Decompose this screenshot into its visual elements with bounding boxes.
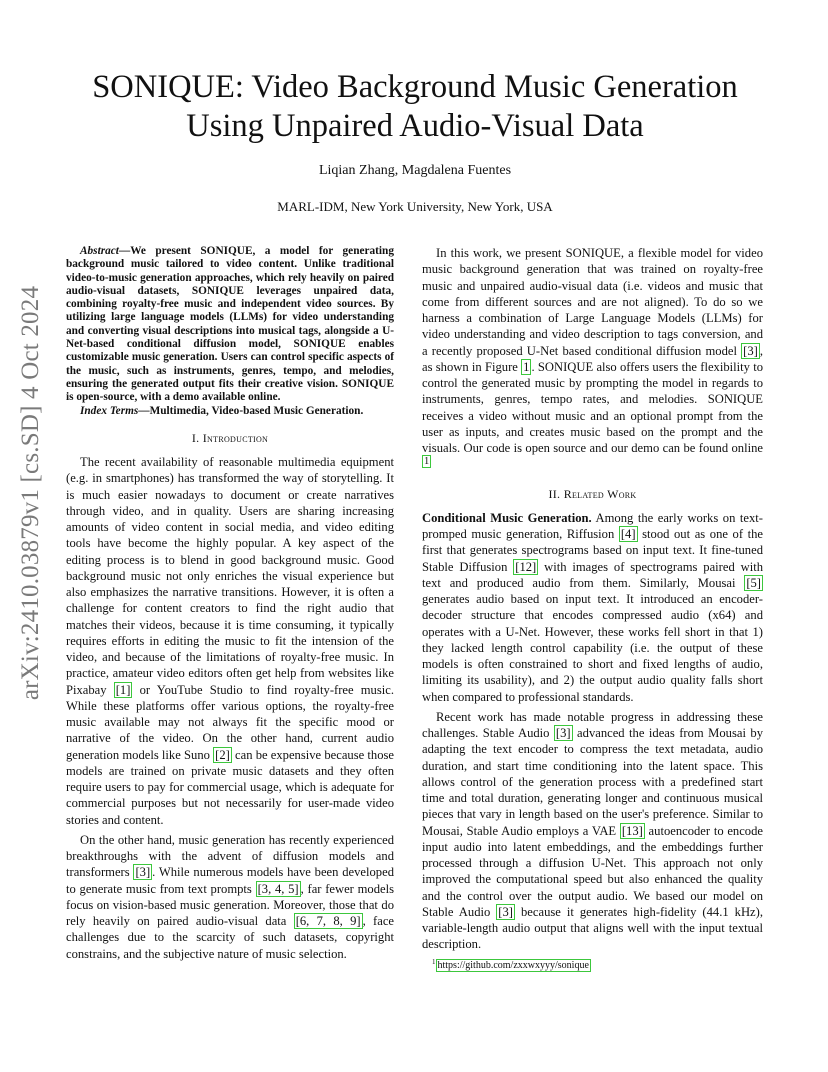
citation-link[interactable]: [1] bbox=[115, 682, 131, 697]
abstract-label: Abstract bbox=[80, 245, 119, 257]
intro-paragraph-3 bbox=[422, 245, 763, 474]
paragraph-text: On the other hand, music generation has recently experienced breakthroughs with the advent of diffusion models and transformers bbox=[66, 832, 394, 880]
related-work-paragraph-1 bbox=[422, 510, 763, 705]
title-line-2: Using Unpaired Audio-Visual Data bbox=[186, 108, 644, 144]
paragraph-text: advanced the ideas from Mousai by adapting the text encoder to compress the text metadata, audio duration, and start time conditioning into the latent space. This allows control of the generation process with a predefined start time and total duration, generating longer and continuous musical pieces that vary in length based on the user's preference. Similar to Mousai, Stable Audio employs a VAE bbox=[422, 726, 763, 838]
section-title: Related Work bbox=[563, 486, 637, 501]
section-number: I. bbox=[191, 430, 200, 445]
paragraph-text: , as shown in Figure bbox=[422, 343, 763, 374]
section-number: II. bbox=[548, 486, 561, 501]
section-title: Introduction bbox=[202, 430, 269, 445]
intro-paragraph-2 bbox=[66, 832, 394, 962]
arxiv-identifier-stamp bbox=[14, 285, 48, 700]
citation-link[interactable]: [6, 7, 8, 9] bbox=[295, 914, 361, 929]
paragraph-text: stood out as one of the first that generates spectrograms based on input text. It fine-tuned Stable Diffusion bbox=[422, 527, 764, 574]
citation-link[interactable]: [3, 4, 5] bbox=[257, 881, 299, 896]
citation-link[interactable]: [2] bbox=[215, 747, 230, 762]
author-list: Liqian Zhang, Magdalena Fuentes bbox=[318, 163, 512, 178]
citation-link[interactable]: [5] bbox=[746, 575, 761, 590]
section-heading-related-work bbox=[422, 486, 763, 502]
paragraph-text: autoencoder to encode input audio into latent embeddings, and the embeddings further processed through a diffusion U-Net. This approach not only improved the computational speed but also enhanced the quality and the control over the output audio. We based our model on Stable Audio bbox=[422, 823, 763, 919]
title-line-1: SONIQUE: Video Background Music Generation bbox=[92, 69, 738, 105]
paragraph-text: or YouTube Studio to find royalty-free music. While these platforms offer various options, the royalty-free music available may not always fit the specific mood or narrative of the video. On the other hand, current audio generation models like Suno bbox=[66, 682, 394, 762]
section-heading-introduction bbox=[66, 430, 394, 446]
paragraph-text: generates audio based on input text. It introduced an encoder-decoder structure that encodes compressed audio (x64) and operates with a U-Net. However, these works fell short in that 1) they lacked length control capability (i.e. the output of these models is often constrained to short and fixed lengths of audio, limiting its usability), and 2) the output audio quality falls short when compared to professional standards. bbox=[422, 592, 763, 704]
paragraph-text: can be expensive because those models are trained on private music datasets and they often require users to pay for commercial usage, which is adequate for commercial purposes but not necessarily for user-made video stories and content. bbox=[66, 747, 394, 827]
paragraph-text: . SONIQUE also offers users the flexibility to control the generated music by prompting the model in regards to instruments, genres, tempo rates, and melodies. SONIQUE receives a video without music and an optional prompt from the user as inputs, and creates music based on the prompt and the visuals. Our code is open source and our demo can be found online bbox=[422, 359, 763, 455]
paper-title bbox=[60, 68, 770, 146]
abstract-text: —We present SONIQUE, a model for generating background music tailored to video content. Unlike traditional video-to-music generation approaches, which rely heavily on paired audio-visual datasets, SONIQUE leverages unpaired data, combining royalty-free music and independent video sources. By utilizing large language models (LLMs) for video understanding and converting visual descriptions into musical tags, alongside a U-Net-based conditional diffusion model, SONIQUE enables customizable music generation. Users can control specific aspects of the music, such as instruments, genres, tempo, and melodies, ensuring the generated output fits their creative vision. SONIQUE is open-source, with a demo available online. bbox=[66, 245, 394, 404]
citation-link[interactable]: [13] bbox=[621, 823, 643, 838]
index-terms-text: —Multimedia, Video-based Music Generation. bbox=[138, 404, 364, 417]
paragraph-text: with images of spectrograms paired with text and produced audio from them. Similarly, Mousai bbox=[422, 559, 763, 590]
abstract bbox=[66, 245, 394, 418]
citation-link[interactable]: [4] bbox=[620, 527, 636, 542]
left-column bbox=[66, 245, 394, 962]
paragraph-text: Among the early works on text-promped music generation, Riffusion bbox=[422, 510, 763, 542]
right-column bbox=[422, 245, 763, 953]
paragraph-text: , far fewer models focus on vision-based music generation. Moreover, those that do rely heavily on paired audio-visual data bbox=[66, 881, 394, 929]
paragraph-text: The recent availability of reasonable multimedia equipment (e.g. in smartphones) has transformed the way of storytelling. It is much easier nowadays to document or create narratives through video, and in quality. Users are sharing increasing amounts of video content in social media, and video editing tools have become the highly popular. A key aspect of the editing process is to blend in good background music. Good background music not only enriches the visual experience but also emphasizes the narrative transitions. However, it is often a challenge for content creators to find the right audio that matches their videos, because it is time consuming, it typically requires efforts in editing the music to fit the intension of the video, and because of the limitations of royalty-free music. In practice, amateur video editors often get help from websites like Pixabay bbox=[66, 455, 394, 697]
citation-link[interactable]: [3] bbox=[555, 726, 571, 741]
footnote-link[interactable]: 1 bbox=[424, 456, 430, 468]
paragraph-text: In this work, we present SONIQUE, a flexible model for video music background generation that was trained on royalty-free music and unpaired audio-visual data (i.e. videos and music that come from different sources and are not aligned). To do so we harness a combination of Large Language Models (LLMs) for video understanding and video description to tags conversion, and a recently proposed U-Net based conditional diffusion model bbox=[422, 246, 763, 358]
affiliation: MARL-IDM, New York University, New York, USA bbox=[277, 199, 553, 214]
footnote-mark: 1 bbox=[432, 958, 436, 966]
citation-link[interactable]: [3] bbox=[498, 904, 513, 919]
citation-link[interactable]: [3] bbox=[743, 343, 758, 358]
paragraph-text: , face challenges due to the scarcity of such datasets, copyright constrains, and the subjective nature of music selection. bbox=[66, 914, 394, 961]
paragraph-text: because it generates high-fidelity (44.1 kHz), variable-length audio output that aligns well with the input textual description. bbox=[422, 904, 763, 952]
index-terms-label: Index Terms bbox=[80, 404, 139, 417]
related-work-paragraph-2 bbox=[422, 709, 763, 953]
index-terms bbox=[66, 405, 394, 418]
intro-paragraph-1 bbox=[66, 454, 394, 828]
paragraph-text: . While numerous models have been developed to generate music from text prompts bbox=[66, 865, 394, 896]
footnote bbox=[432, 958, 591, 971]
arxiv-identifier-text: arXiv:2410.03879v1 [cs.SD] 4 Oct 2024 bbox=[17, 285, 44, 700]
figure-link[interactable]: 1 bbox=[523, 359, 530, 374]
run-in-heading: Conditional Music Generation. bbox=[422, 510, 592, 525]
footnote-url-link[interactable]: https://github.com/zxxwxyyy/sonique bbox=[437, 960, 589, 972]
citation-link[interactable]: [3] bbox=[135, 865, 151, 880]
citation-link[interactable]: [12] bbox=[515, 559, 537, 574]
paragraph-text: Recent work has made notable progress in addressing these challenges. Stable Audio bbox=[422, 709, 763, 741]
